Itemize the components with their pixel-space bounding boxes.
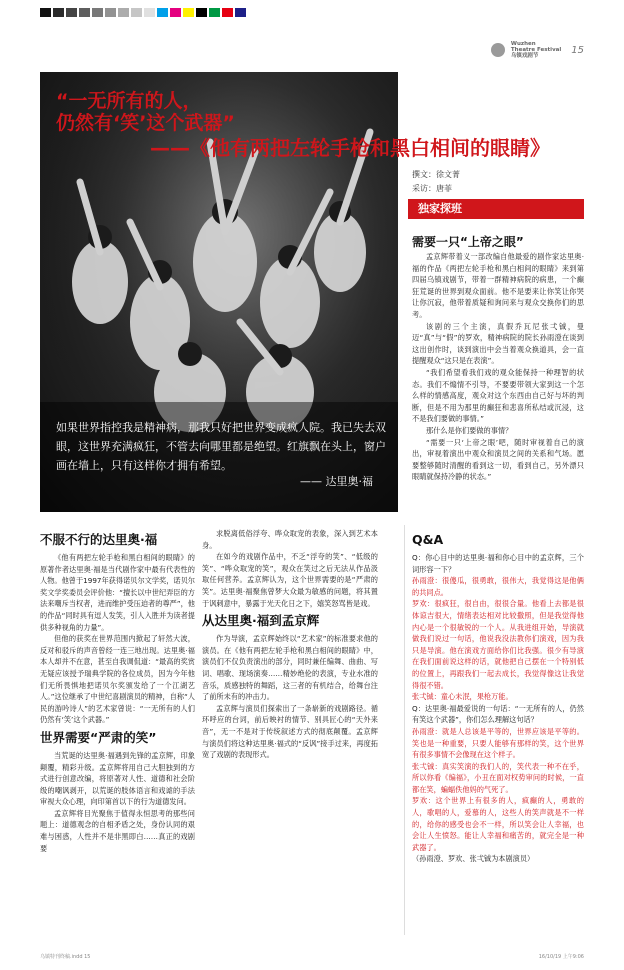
hero-quote-attribution: —— 达里奥·福 <box>300 475 373 488</box>
qa-question: Q：达里奥·福最爱说的一句话：“一无所有的人，仍然有笑这个武器”，你们怎么理解这句话？ <box>412 703 584 725</box>
page-number: 15 <box>571 44 584 56</box>
color-swatch <box>92 8 103 17</box>
festival-brand <box>491 41 584 59</box>
right-paragraph: 该剧的三个主演，真假乔瓦尼张弌铖，曼迈“真”与“假”的罗欢，精神病院的院长孙雨澄在谈到这出创作时，谈到演出中会当着观众换道具，会一直提醒观众“这只是在表演”。 <box>412 321 584 366</box>
col1-paragraph: 孟京辉将目光聚焦于值得永恒思考的那些问题上：道德观念的自相矛盾之处，身份认同的艰难与困惑，人性并不是非黑即白……真正的戏剧要 <box>40 808 195 853</box>
col2-paragraph: 求脱离低俗浮夸、哗众取宠的表象，深入到艺术本身。 <box>202 529 378 550</box>
footer-date: 16/10/19 上午9:06 <box>538 954 584 960</box>
color-swatch <box>40 8 51 17</box>
right-paragraph: “需要一只‘上帝之眼’吧，随时审视着自己的演出，审视着演出中观众和演员之间的关系和气场。愿要整够随时清醒的看到这一切，看到自己，另外漂只眼睛就保持冷静的状态。” <box>412 437 584 482</box>
color-swatch-strip <box>40 8 246 17</box>
brand-name: Wuzhen <box>510 41 536 47</box>
color-swatch <box>170 8 181 17</box>
col2-heading: 从达里奥·福到孟京辉 <box>202 613 320 629</box>
title-line-2: 仍然有‘笑’这个武器” <box>56 112 235 134</box>
qa-heading: Q&A <box>412 532 444 547</box>
right-heading: 需要一只“上帝之眼” <box>412 235 524 249</box>
color-swatch <box>222 8 233 17</box>
column-1 <box>40 528 195 854</box>
title-line-1: “一无所有的人， <box>56 90 202 112</box>
color-swatch <box>196 8 207 17</box>
column-divider <box>404 525 405 935</box>
color-swatch <box>66 8 77 17</box>
color-swatch <box>79 8 90 17</box>
color-swatch <box>144 8 155 17</box>
col1-heading-1: 不服不行的达里奥·福 <box>40 532 158 547</box>
section-label: 独家探班 <box>418 202 462 215</box>
col2-paragraph: 作为导演，孟京辉始终以“艺术家”的标准要求他的演员。在《他有两把左轮手枪和黑白相间的眼睛》中，演员们不仅负责演出的部分，同时兼任编舞、曲曲、写词、唱歌、现场演奏……精妙绝伦的表演，专业水准的音乐，质感独特的舞蹈，这三者的有机结合，给舞台注了前所未有的冲击力。 <box>202 634 378 702</box>
right-paragraph: 孟京辉带着义一部改编自他最爱的剧作家达里奥·福的作品《两把左轮手枪和黑白相间的眼睛》来到第四届乌镇戏剧节，带着一群精神病院的病患，一个癫狂荒诞的世界到观众面前。他不是要来让你笑让你哭让你沉寂，他带着质疑和询问来与观众交换你们的思考。 <box>412 252 584 319</box>
color-swatch <box>157 8 168 17</box>
qa-column <box>412 528 584 865</box>
col1-paragraph: 但他的获奖在世界范围内掀起了轩然大波，反对和驳斥的声音曾经一连三地出现。达里奥·福本人却并不在意，甚至自我调侃道：“最高的奖赏无疑应该授予瑞典学院的各位成员，因为今年他们无所畏惧地把诺贝尔奖颁发给了一个江湖艺人。”这位继承了中世纪喜剧演员的精神，自称“人民的游吟诗人”的艺术家曾说：“一无所有的人们仍然有‘笑’这个武器。” <box>40 634 195 725</box>
color-swatch <box>105 8 116 17</box>
col1-paragraph: 当荒诞的达里奥·福遇到先锋的孟京辉，印象颠覆，精彩升级。孟京辉将用自己大胆独到的方式进行创意改编，将原著对人性、道德和社会阶级的嘲讽剥开，以荒诞的肢体语言和戏谑的手法审视大众心理，向印第首以下的行为道德发问。 <box>40 750 195 807</box>
brand-cn: 乌镇戏剧节 <box>510 53 539 59</box>
color-swatch <box>131 8 142 17</box>
qa-answer: 罗欢：很疯狂，很自由，很很合量。他看上去都是很体谅吉很大，情绪表达相对比较撒照，但是我觉得他内心是一个很敏锐的一个人。从我进组开始，导演就做我们说过一句话，他说我没法教你们演戏，因为我只是导演。他在演戏方面给你们比我强。很少有导演在我们面前说这样的话，就他把自己摆在一个特别低的位置上，再跟我们一起去成长，我觉得像这让我觉得很不错。 <box>412 599 584 690</box>
col2-paragraph: 在如今的戏剧作品中，不乏“浮夸的笑”、“低级的笑”、“哗众取宠的笑”，观众在笑过之后无法从作品汲取任何营养。孟京辉认为，这个世界需要的是“严肃的笑”。达里奥·福聚焦曾梦大众最为敏感的问题，将其置于讽刺意中，暴露于光天化日之下，嬉笑怒骂皆是戏。 <box>202 552 378 608</box>
right-paragraph: 那什么是你们要做的事情？ <box>426 425 513 435</box>
right-paragraph: “我们希望看我们戏的观众能保持一种理智的状态。我们不煽情不引导，不要要带领大家到这一个怎么样的情感高度，观众对这个东西由自己好与坏的判断，但是不用为那里的癫狂和悲喜所私结或沉浸，这不是我们要做的事情。” <box>412 367 584 424</box>
title-line-3: ——《他有两把左轮手枪和黑白相间的眼睛》 <box>150 136 550 160</box>
qa-answer: 张弌铖：真实笑演的我们人的，笑代表一种不在乎，所以你看《编福》，小丑在面对权势审问的时候，一直都在笑，蝙蝠佚他妈的气死了。 <box>412 761 584 794</box>
column-2 <box>202 528 378 761</box>
color-swatch <box>183 8 194 17</box>
color-swatch <box>235 8 246 17</box>
qa-answer: 张弌铖：童心未泯，果枪万能。 <box>412 692 513 702</box>
footer-file: 乌镇特刊终稿.indd 15 <box>40 954 91 960</box>
color-swatch <box>209 8 220 17</box>
qa-answer: 孙雨澄：很傻瓜，很勇敢，很伟大，我觉得这是他俩的共同点。 <box>412 576 584 597</box>
col1-heading-2: 世界需要“严肃的笑” <box>40 729 157 745</box>
author-credit: 撰文：徐文菁 <box>412 170 460 179</box>
brand-sub: Theatre Festival <box>510 47 562 53</box>
color-swatch <box>118 8 129 17</box>
interview-credit: 采访：唐菲 <box>412 184 452 193</box>
qa-answer: 罗欢：这个世界上有很多的人，疯癫的人，勇敢的人，歌唱的人，爱慕的人，这些人的笑声就是不一样的，给你的感受也会不一样，所以笑会让人幸福，也会让人生愤怒。能让人幸福和痛苦的，就完全是一种武器了。 <box>412 796 584 852</box>
qa-answer: 孙雨澄：就是人总该是平等的，世界应该是平等的。笑也是一种重要，只要人能够有那样的笑，这个世界有很多事情不会像现在这个样子。 <box>412 726 584 760</box>
right-body <box>412 251 584 483</box>
festival-logo-icon <box>491 43 505 57</box>
section-label-bar <box>408 199 584 219</box>
qa-question: Q：你心目中的达里奥·福和你心目中的孟京辉，三个词形容一下？ <box>412 553 584 574</box>
col2-paragraph: 孟京辉与演员们探索出了一条崭新的戏剧路径。循环呼应的台词，前后映衬的情节、别具匠心的“天外来音”，无一不是对于传统叙述方式的彻底颠覆。孟京辉与演员们将这种达里奥·福式的“反讽”接手过来，再度拓宽了戏剧的表现形式。 <box>202 703 378 760</box>
hero-quote: 如果世界指控我是精神病，那我只好把世界变成疯人院。我已失去双眼，这世界充满疯狂，不管去向哪里都是绝望。红旗飘在头上，窗户画在墙上，只有这样你才拥有希望。 <box>56 421 386 472</box>
qa-question: （孙雨澄、罗欢、张弌铖为本剧演员） <box>412 854 535 864</box>
col1-paragraph: 《他有两把左轮手枪和黑白相间的眼睛》的原著作者达里奥·福是当代剧作家中最有代表性的人物。他曾于1997年获得诺贝尔文学奖，诺贝尔奖文学奖委员会评价他：“擅长以中世纪弄臣的方法来嘲斥当权者，进而维护受压迫者的尊严”，他的作品“同时具有逗人发笑，引人入胜并为读者提供多种视角的力量”。 <box>40 553 195 632</box>
qa-list <box>412 552 584 865</box>
credits <box>412 168 460 196</box>
color-swatch <box>53 8 64 17</box>
